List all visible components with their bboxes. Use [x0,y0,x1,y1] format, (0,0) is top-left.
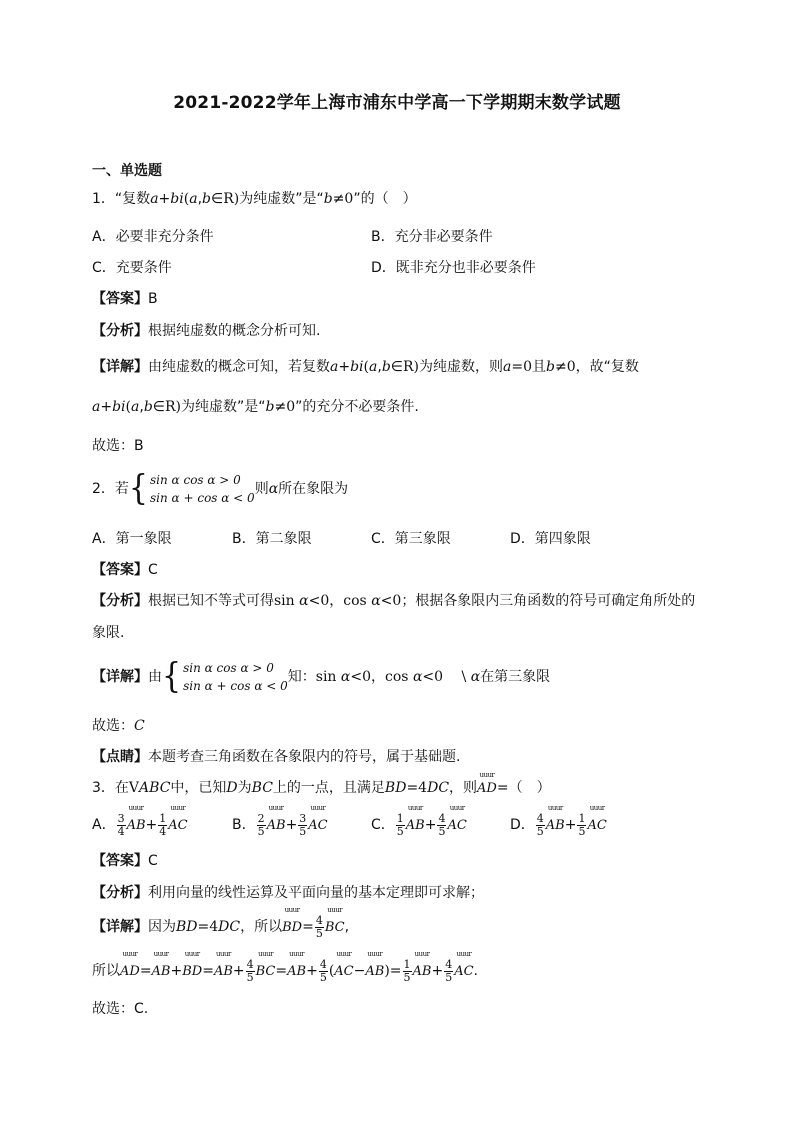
q2-analysis-line-1: 【分析】根据已知不等式可得sin α<0，cos α<0；根据各象限内三角函数的符号可确定角所处的 [92,593,696,609]
q1-analysis: 【分析】根据纯虚数的概念分析可知. [92,323,321,339]
q3-detail-line-2: 所以uuur AD=uuur AB+uuur BD=uuur AB+ $\frac{4}{5}$ uuur BC=uuur AB+ $\frac{4}{5}$ (uuur AC−uuur AB)= $\frac{1}{5}$ uuur AB+ $\frac{4}{5}$ uuur AC. [92,958,478,985]
q3-analysis: 【分析】利用向量的线性运算及平面向量的基本定理即可求解； [92,885,484,901]
q3-detail-line-1: 【详解】因为BD=4DC，所以uuur BD= $\frac{4}{5}$ uuur BC, [92,914,349,941]
q1-option-a: A．必要非充分条件 [92,229,214,245]
section-heading: 一、单选题 [92,163,162,179]
q3-option-b: B． $\frac{2}{5}$ uuur AB+ $\frac{3}{5}$ uuur AC [232,812,328,839]
q3-answer: 【答案】C [92,853,158,869]
q1-detail-line-1: 【详解】由纯虚数的概念可知，若复数a+bi(a,b∈R)为纯虚数，则a=0且b≠0，故“复数 [92,359,639,375]
q2-option-a: A．第一象限 [92,531,172,547]
page-title: 2021-2022学年上海市浦东中学高一下学期期末数学试题 [173,93,621,113]
q3-stem: 3．在VABC中，已知D为BC上的一点，且满足BD=4DC，则uuur AD=（ ） [92,779,551,798]
q1-stem: 1．“复数a+bi(a,b∈R)为纯虚数”是“b≠0”的（ ） [92,191,417,207]
q1-choice: 故选：B [92,438,144,454]
q2-answer: 【答案】C [92,562,158,578]
q3-option-a: A． $\frac{3}{4}$ uuur AB+ $\frac{1}{4}$ uuur AC [92,812,188,839]
q2-review: 【点睛】本题考查三角函数在各象限内的符号，属于基础题. [92,749,461,765]
q2-option-d: D．第四象限 [510,531,591,547]
q1-detail-line-2: a+bi(a,b∈R)为纯虚数”是“b≠0”的充分不必要条件. [92,399,419,415]
q2-choice: 故选：C [92,718,145,734]
q2-analysis-line-2: 象限. [92,625,125,641]
q3-option-d: D． $\frac{4}{5}$ uuur AB+ $\frac{1}{5}$ uuur AC [510,812,607,839]
q3-choice: 故选：C. [92,1001,149,1017]
q2-option-c: C．第三象限 [371,531,451,547]
q1-option-d: D．既非充分也非必要条件 [371,260,536,276]
q1-answer: 【答案】B [92,291,158,307]
q3-option-c: C． $\frac{1}{5}$ uuur AB+ $\frac{4}{5}$ uuur AC [371,812,467,839]
q1-option-c: C．充要条件 [92,260,172,276]
q2-stem: 2．若{ sin α cos α > 0 sin α + cos α < 0 则α所在象限为 [92,468,349,509]
q1-option-b: B．充分非必要条件 [371,229,493,245]
q2-option-b: B．第二象限 [232,531,312,547]
q2-detail: 【详解】由{ sin α cos α > 0 sin α + cos α < 0 知：sin α<0，cos α<0 \ α在第三象限 [92,656,551,697]
